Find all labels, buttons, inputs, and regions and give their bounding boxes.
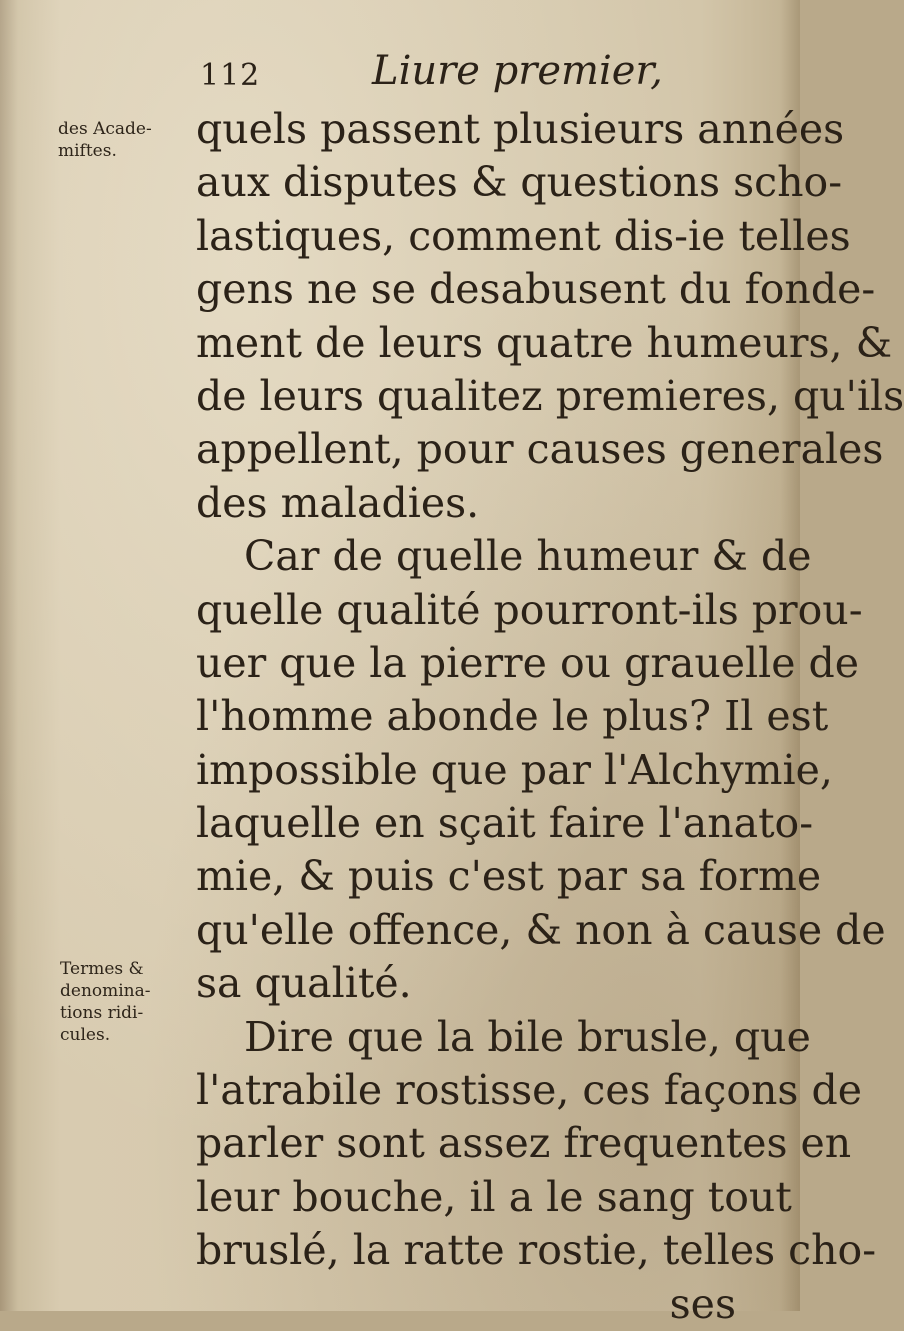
text-line: leur bouche, il a le sang tout	[196, 1172, 792, 1221]
text-line: aux disputes & questions scho-	[196, 158, 843, 207]
page-number: 112	[200, 58, 261, 93]
text-line: l'atrabile rostisse, ces façons de	[196, 1066, 862, 1115]
text-line: ment de leurs quatre humeurs, &	[196, 318, 893, 367]
running-title: Liure premier,	[372, 48, 663, 94]
margin-note-line: denomina-	[60, 981, 151, 1001]
margin-note-line: des Acade-	[58, 119, 152, 139]
body-text	[196, 103, 904, 1331]
margin-note-academistes	[58, 118, 188, 162]
margin-note-line: Termes &	[60, 959, 144, 979]
text-line: sa qualité.	[196, 959, 412, 1008]
text-line: appellent, pour causes generales	[196, 425, 884, 474]
text-line: lastiques, comment dis-ie telles	[196, 211, 851, 260]
text-line: Car de quelle humeur & de	[244, 532, 812, 581]
text-line: gens ne se desabusent du fonde-	[196, 265, 876, 314]
text-line: laquelle en sçait faire l'anato-	[196, 799, 814, 848]
text-line: bruslé, la ratte rostie, telles cho-	[196, 1226, 877, 1275]
margin-note-line: tions ridi-	[60, 1003, 144, 1023]
text-line: mie, & puis c'est par sa forme	[196, 852, 822, 901]
margin-note-line: cules.	[60, 1025, 111, 1045]
text-line: quels passent plusieurs années	[196, 105, 845, 153]
text-line: parler sont assez frequentes en	[196, 1119, 852, 1168]
margin-note-termes	[60, 958, 190, 1046]
text-line: qu'elle offence, & non à cause de	[196, 905, 886, 954]
text-line: uer que la pierre ou grauelle de	[196, 638, 860, 687]
text-line: l'homme abonde le plus? Il est	[196, 692, 829, 741]
text-line: Dire que la bile brusle, que	[244, 1012, 811, 1061]
text-line: des maladies.	[196, 478, 480, 527]
page-header	[200, 48, 760, 98]
text-line: de leurs qualitez premieres, qu'ils	[196, 371, 904, 420]
text-line: impossible que par l'Alchymie,	[196, 745, 833, 794]
margin-note-line: miftes.	[58, 141, 117, 161]
text-line: quelle qualité pourront-ils prou-	[196, 585, 863, 634]
catchword: ses	[669, 1279, 736, 1328]
